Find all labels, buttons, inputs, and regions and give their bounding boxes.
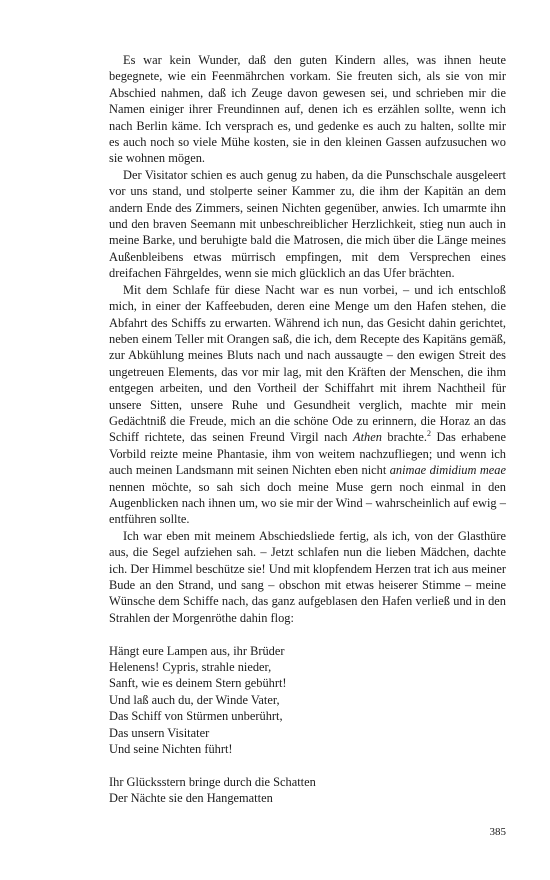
paragraph-3-text-b: brachte.: [381, 430, 427, 445]
verse-line: Das unsern Visitater: [109, 725, 210, 740]
paragraph-4: [109, 528, 506, 626]
book-page-text-block: [109, 52, 506, 807]
verse-line: Der Nächte sie den Hangematten: [109, 791, 273, 806]
verse-line: Sanft, wie es deinem Stern gebührt!: [109, 676, 287, 691]
paragraph-3-text-d: nennen möchte, so sah sich doch meine Muse gern noch einmal in den Augenblicken nach ihnen um, wo sie mir der Wind – wahrscheinlich auf ewig – entführen sollte.: [109, 479, 506, 527]
verse-line: Helenens! Cypris, strahle nieder,: [109, 660, 272, 675]
paragraph-3-text-a: Mit dem Schlafe für diese Nacht war es nun vorbei, – und ich entschloß mich, in einer der Kaffeebuden, deren eine Menge um den Hafen stehen, die Abfahrt des Schiffs zu erwarten. Während ich nun, das Gesicht dahin gerichtet, neben einem Teller mit Orangen saß, die ich, dem Recepte des Kapitäns gemäß, zur Abkühlung meines Bluts nach und nach aussaugte – den ewigen Streit des ungetreuen Elements, das vor mir lag, mit den Kräften der Menschen, die ihm entgegen arbeiten, und den Vortheil der Schiffahrt mit ihrem Nachtheil für unsere Sitten, unsere Ruhe und Gesundheit verglich, machte mir mein Gedächtniß die Freude, mich an die schöne Ode zu erinnern, die Horaz an das Schiff richtete, das seinen Freund Virgil nach: [109, 282, 506, 445]
verse-line: Und laß auch du, der Winde Vater,: [109, 692, 280, 707]
paragraph-3-italic-latin-quote: animae dimidium meae: [389, 463, 506, 478]
paragraph-1: [109, 52, 506, 167]
page-number: 385: [489, 826, 506, 838]
paragraph-2-text: Der Visitator schien es auch genug zu haben, da die Punschschale ausgeleert vor uns stand, und stolperte seiner Kammer zu, die ihm der Kapitän an dem andern Ende des Zimmers, seinen Nichten gegenüber, anwies. Ich umarmte ihn und den braven Seemann mit unbeschreiblicher Herzlichkeit, stieg nun auch in meine Barke, und beruhigte bald die Matrosen, die mich über die Länge meines Außenbleibens etwas mürrisch empfingen, mit dem Versprechen eines dreifachen Fährgeldes, wenn sie mich glücklich an das Ufer brächten.: [109, 167, 506, 281]
paragraph-3: [109, 282, 506, 528]
verse-line: Hängt eure Lampen aus, ihr Brüder: [109, 643, 285, 658]
poem-stanza-1: [109, 643, 506, 758]
paragraph-1-text: Es war kein Wunder, daß den guten Kindern alles, was ihnen heute begegnete, wie ein Feenmährchen vorkam. Sie freuten sich, als sie von mir Abschied nahmen, daß ich Zeuge davon gewesen sei, und schrieben mir die Namen einiger ihrer Freundinnen auf, denen ich es erzählen sollte, wenn ich nach Berlin käme. Ich versprach es, und gedenke es auch zu halten, sollte mir es auch noch so viele Mühe kosten, sie in den kleinen Gassen aufzusuchen wo sie wohnen mögen.: [109, 53, 506, 166]
paragraph-3-text-c: Das erhabene Vorbild reizte meine Phantasie, ihm von weitem nachzufliegen; und wenn ich auch meinen Landsmann mit seinen Nichten eben nicht: [109, 430, 506, 478]
verse-line: Das Schiff von Stürmen unberührt,: [109, 709, 283, 724]
poem-stanza-2: [109, 774, 506, 807]
prose-section: [109, 52, 506, 626]
verse-line: Ihr Glücksstern bringe durch die Schatten: [109, 774, 316, 789]
verse-line: Und seine Nichten führt!: [109, 742, 233, 757]
paragraph-3-italic-athen: Athen: [353, 430, 382, 445]
footnote-marker: 2: [426, 429, 431, 439]
paragraph-4-text: Ich war eben mit meinem Abschiedsliede fertig, als ich, von der Glasthüre aus, die Segel aufziehen sah. – Jetzt schlafen nun die lieben Mädchen, dachte ich. Der Himmel beschütze sie! Und mit klopfendem Herzen trat ich aus meiner Bude an den Strand, und sang – obschon mit etwas heiserer Stimme – meine Wünsche dem Schiffe nach, das ganz aufgeblasen den Hafen verließ und in den Strahlen der Morgenröthe dahin flog:: [109, 528, 506, 625]
paragraph-2: [109, 167, 506, 282]
